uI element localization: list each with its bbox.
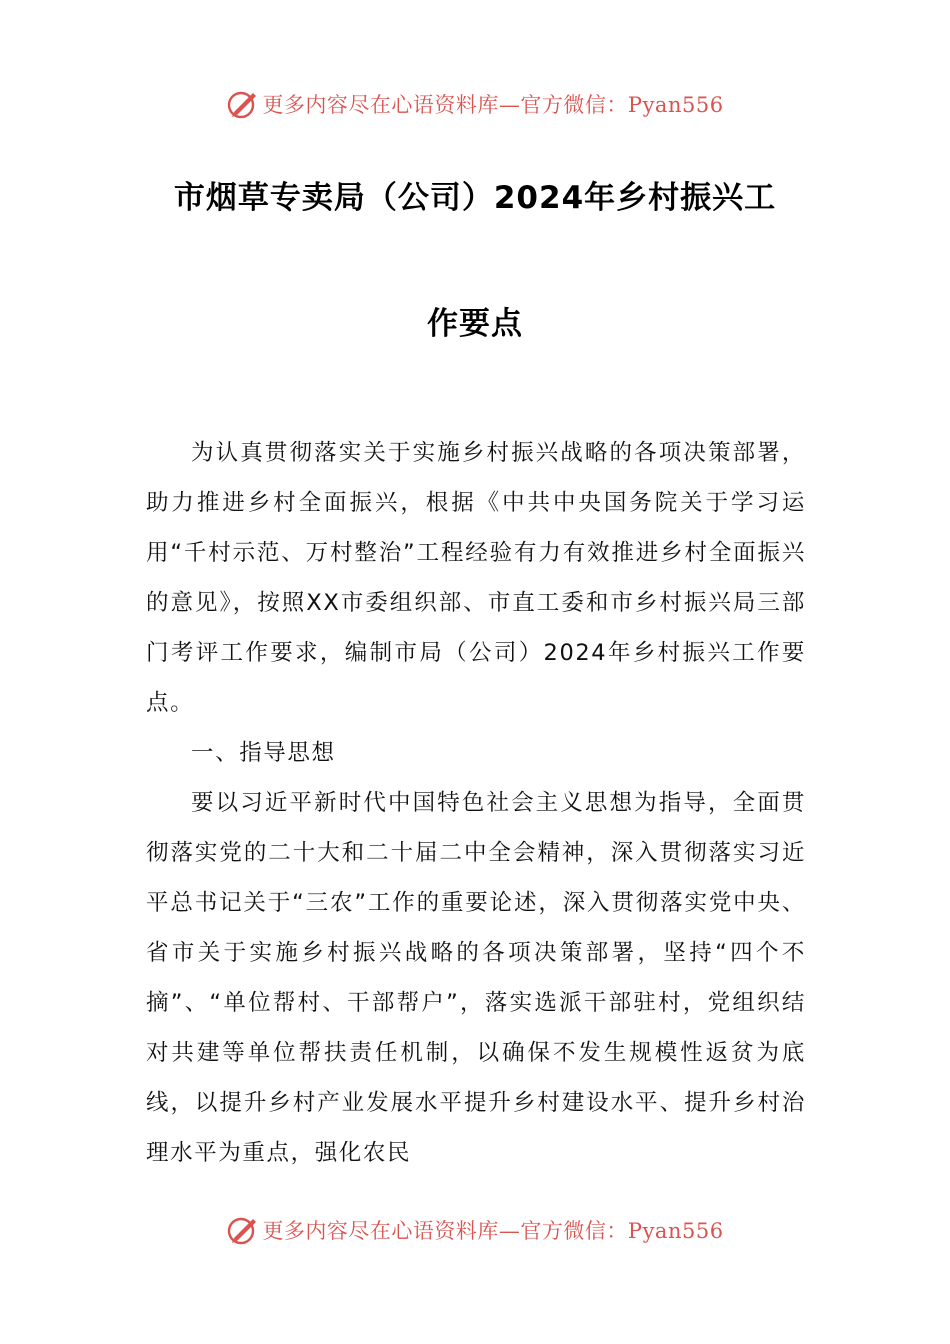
guiding-ideology-paragraph: 要以习近平新时代中国特色社会主义思想为指导，全面贯彻落实党的二十大和二十届二中全会精神，深入贯彻落实习近平总书记关于“三农”工作的重要论述，深入贯彻落实党中央、省市关于实施乡村振兴战略的各项决策部署，坚持“四个不摘”、“单位帮村、干部帮户”，落实选派干部驻村，党组织结对共建等单位帮扶责任机制，以确保不发生规模性返贫为底线，以提升乡村产业发展水平提升乡村建设水平、提升乡村治理水平为重点，强化农民: [146, 790, 806, 1166]
watermark-text: 更多内容尽在心语资料库—官方微信：Pyan556: [262, 93, 724, 117]
intro-paragraph: 为认真贯彻落实关于实施乡村振兴战略的各项决策部署，助力推进乡村全面振兴，根据《中共中央国务院关于学习运用“千村示范、万村整治”工程经验有力有效推进乡村全面振兴的意见》，按照XX市委组织部、市直工委和市乡村振兴局三部门考评工作要求，编制市局（公司）2024年乡村振兴工作要点。: [146, 440, 806, 716]
document-title-line-2: 作要点: [427, 306, 523, 342]
watermark-text: 更多内容尽在心语资料库—官方微信：Pyan556: [262, 1219, 724, 1243]
pen-seal-icon: [226, 1213, 260, 1247]
pen-seal-icon: [226, 87, 260, 121]
watermark-footer: [0, 1210, 950, 1250]
document-body: [146, 428, 806, 1178]
watermark-header: [0, 84, 950, 124]
document-title-line-1: 市烟草专卖局（公司）2024年乡村振兴工: [173, 180, 777, 216]
section-heading-guiding-ideology: 一、指导思想: [191, 740, 336, 766]
